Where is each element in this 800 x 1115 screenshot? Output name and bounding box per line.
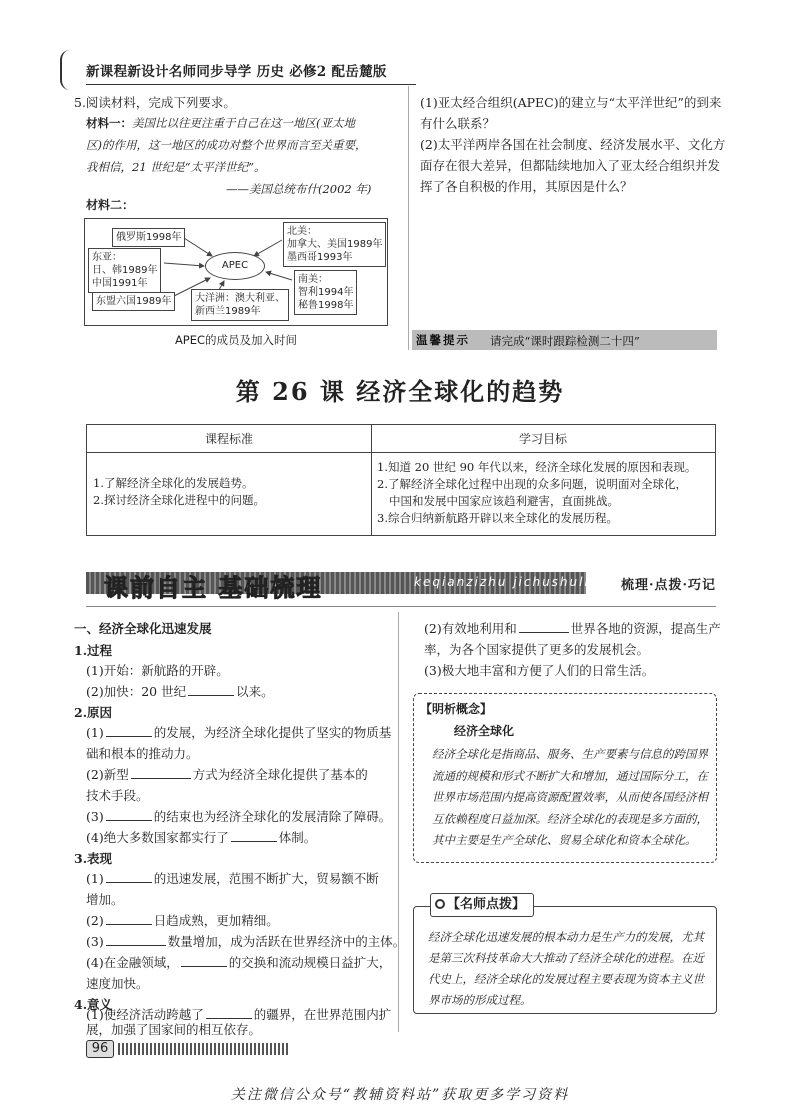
na-line3: 墨西哥1993年 [287, 252, 353, 263]
heading-significance: 4.意义 [74, 997, 113, 1012]
objective-1: 1.知道 20 世纪 90 年代以来，经济全球化发展的原因和表现。 [377, 460, 697, 474]
manifest-1-a: (1) [86, 871, 104, 886]
reason-2 [86, 764, 368, 785]
standards-table [86, 424, 716, 536]
box-east-asia [88, 248, 161, 293]
blank-2[interactable] [106, 723, 152, 737]
material1-text-1: 美国比以往更注重于自己在这一地区(亚太地 [132, 116, 355, 130]
process-2 [86, 681, 274, 702]
significance-1-cont: 展，加强了国家间的相互依存。 [86, 1022, 262, 1037]
objective-2-cont: 中国和发展中国家应该趋利避害，直面挑战。 [389, 494, 619, 508]
blank-7[interactable] [106, 911, 152, 925]
objective-3: 3.综合归纳新航路开辟以来全球化的发展历程。 [377, 511, 618, 525]
manifest-3-a: (3) [86, 934, 104, 949]
reason-1 [86, 722, 391, 743]
significance-2 [424, 618, 721, 639]
blank-11[interactable] [519, 619, 569, 633]
na-line1: 北美： [287, 226, 317, 237]
reason-4-b: 体制。 [278, 830, 317, 845]
oceania-line2: 新西兰1989年 [195, 306, 261, 317]
section1-title: 一、经济全球化迅速发展 [74, 621, 212, 636]
manifest-4-a: (4)在金融领域， [86, 955, 179, 970]
q5-intro: 5.阅读材料，完成下列要求。 [74, 95, 236, 110]
q5-sub2-line2: 面存在很大差异，但都陆续地加入了亚太经合组织并发 [420, 158, 721, 173]
table-vline [371, 425, 372, 535]
q5-sub2-line1: (2)太平洋两岸各国在社会制度、经济发展水平、文化方 [420, 137, 726, 152]
process-2-a: (2)加快：20 世纪 [86, 684, 187, 699]
arrow-east-asia [164, 263, 204, 266]
blank-9[interactable] [181, 953, 227, 967]
concept-label: 【明析概念】 [420, 702, 493, 716]
banner-title: 课前自主 基础梳理 [104, 574, 323, 602]
blank-6[interactable] [106, 869, 152, 883]
reason-4-a: (4)绝大多数国家都实行了 [86, 830, 229, 845]
footer-note: 关注微信公众号“教辅资料站”获取更多学习资料 [230, 1087, 570, 1103]
manifest-4-cont: 速度加快。 [86, 976, 149, 991]
banner-rule [86, 606, 716, 607]
manifest-1-b: 的迅速发展，范围不断扩大，贸易额不断 [153, 871, 379, 886]
sa-line3: 秘鲁1998年 [298, 300, 354, 311]
standard-1: 1.了解经济全球化的发展趋势。 [93, 476, 254, 490]
reason-2-cont: 技术手段。 [86, 788, 149, 803]
magnifier-icon [435, 899, 445, 909]
reason-3 [86, 806, 391, 827]
blank-5[interactable] [231, 828, 277, 842]
manifest-3-b: 数量增加，成为活跃在世界经济中的主体。 [167, 934, 406, 949]
teacher-box [413, 906, 717, 1014]
arrow-russia [184, 238, 212, 256]
reason-1-b: 的发展，为经济全球化提供了坚实的物质基 [153, 725, 392, 740]
diagram-caption: APEC的成员及加入时间 [174, 333, 298, 347]
east-asia-line2: 日、韩1989年 [92, 265, 158, 276]
banner-right: 梳理·点拨·巧记 [620, 578, 716, 593]
reason-1-a: (1) [86, 725, 104, 740]
tip-bar [412, 330, 717, 350]
box-south-america [294, 270, 357, 315]
box-russia: 俄罗斯1998年 [112, 228, 185, 247]
material2-label: 材料二： [86, 198, 135, 212]
tip-text: 请完成“课时跟踪检测二十四” [490, 334, 640, 348]
material1-source: ——美国总统布什(2002 年) [226, 182, 372, 196]
significance-1-a: (1)使经济活动跨越了 [86, 1007, 204, 1022]
material1-line3: 我相信，21 世纪是“太平洋世纪”。 [86, 160, 266, 174]
standard-2: 2.探讨经济全球化进程中的问题。 [93, 493, 265, 507]
table-header-objectives: 学习目标 [371, 425, 715, 453]
apec-center: APEC [205, 252, 265, 280]
teacher-tab [430, 893, 534, 917]
oceania-line1: 大洋洲：澳大利亚、 [195, 293, 285, 304]
blank-8[interactable] [106, 932, 166, 946]
material1-line2: 区)的作用，这一地区的成功对整个世界而言至关重要， [86, 138, 367, 152]
lesson-title: 第 26 课 经济全球化的趋势 [235, 377, 565, 406]
reason-2-b: 方式为经济全球化提供了基本的 [192, 767, 368, 782]
footer-bar [86, 1040, 286, 1058]
concept-body: 经济全球化是指商品、服务、生产要素与信息的跨国界流通的规模和形式不断扩大和增加，通过国际分工，在世界市场范围内提高资源配置效率，从而使各国经济相互依赖程度日益加深。经济全球化的表现是多方面的，其中主要是生产全球化、贸易全球化和资本全球化。 [432, 747, 708, 847]
blank-3[interactable] [131, 765, 191, 779]
east-asia-line1: 东亚： [92, 252, 122, 263]
significance-2-b: 世界各地的资源，提高生产 [570, 621, 721, 636]
table-header-standards: 课程标准 [87, 425, 371, 453]
process-2-b: 以来。 [236, 684, 274, 699]
box-north-america [283, 222, 386, 267]
banner-pinyin: keqianzizhu jichushuli [414, 575, 590, 589]
manifest-3 [86, 931, 405, 952]
box-oceania [191, 289, 289, 321]
process-1: (1)开始：新航路的开辟。 [86, 663, 229, 678]
blank-4[interactable] [106, 807, 152, 821]
sa-line1: 南美： [298, 274, 328, 285]
manifest-4 [86, 952, 391, 973]
page-number: 96 [86, 1040, 114, 1058]
east-asia-line3: 中国1991年 [92, 278, 148, 289]
significance-3: (3)极大地丰富和方便了人们的日常生活。 [424, 663, 655, 678]
manifest-1-cont: 增加。 [86, 892, 124, 907]
tip-label: 温馨提示 [416, 333, 470, 347]
manifest-1 [86, 868, 379, 889]
teacher-body: 经济全球化迅速发展的根本动力是生产力的发展，尤其是第三次科技革命大大推动了经济全球化的进程。在近代史上，经济全球化的发展过程主要表现为资本主义世界市场的形成过程。 [428, 930, 704, 1007]
header-brace [60, 50, 74, 90]
na-line2: 加拿大、美国1989年 [287, 239, 383, 250]
objective-2: 2.了解经济全球化过程中出现的众多问题，说明面对全球化， [377, 477, 687, 491]
significance-2-cont: 率，为各个国家提供了更多的发展机会。 [424, 642, 650, 657]
reason-1-cont: 础和根本的推动力。 [86, 746, 199, 761]
box-asean: 东盟六国1989年 [92, 292, 175, 311]
manifest-2 [86, 910, 279, 931]
q5-sub1-line1: (1)亚太经合组织(APEC)的建立与“太平洋世纪”的到来 [420, 95, 722, 110]
blank-1[interactable] [188, 682, 234, 696]
manifest-2-b: 日趋成熟，更加精细。 [153, 913, 279, 928]
column-divider-bottom [398, 612, 399, 1032]
q5-sub1-line2: 有什么联系？ [420, 116, 496, 131]
heading-reason: 2.原因 [74, 705, 113, 720]
concept-box [413, 693, 717, 863]
column-divider-top [408, 86, 409, 350]
significance-1-b: 的疆界，在世界范围内扩 [253, 1007, 392, 1022]
concept-title: 经济全球化 [454, 724, 515, 738]
heading-process: 1.过程 [74, 643, 113, 658]
reason-3-b: 的结束也为经济全球化的发展清除了障碍。 [153, 809, 392, 824]
material1-line1 [86, 112, 355, 134]
teacher-label: 【名师点拨】 [447, 897, 526, 912]
arrow-north-america [254, 240, 282, 256]
arrow-south-america [266, 272, 292, 280]
reason-4 [86, 827, 316, 848]
significance-2-a: (2)有效地利用和 [424, 621, 517, 636]
q5-sub2-line3: 挥了各自积极的作用，其原因是什么？ [420, 179, 633, 194]
manifest-4-b: 的交换和流动规模日益扩大， [228, 955, 392, 970]
reason-3-a: (3) [86, 809, 104, 824]
heading-manifestation: 3.表现 [74, 851, 113, 866]
footer-dots [118, 1043, 288, 1055]
section-banner [86, 568, 716, 602]
blank-10[interactable] [206, 1005, 252, 1019]
header-rule [86, 84, 416, 85]
reason-2-a: (2)新型 [86, 767, 129, 782]
manifest-2-a: (2) [86, 913, 104, 928]
material1-label: 材料一： [86, 116, 132, 130]
sa-line2: 智利1994年 [298, 287, 354, 298]
header-title: 新课程新设计名师同步导学 历史 必修2 配岳麓版 [86, 64, 387, 80]
